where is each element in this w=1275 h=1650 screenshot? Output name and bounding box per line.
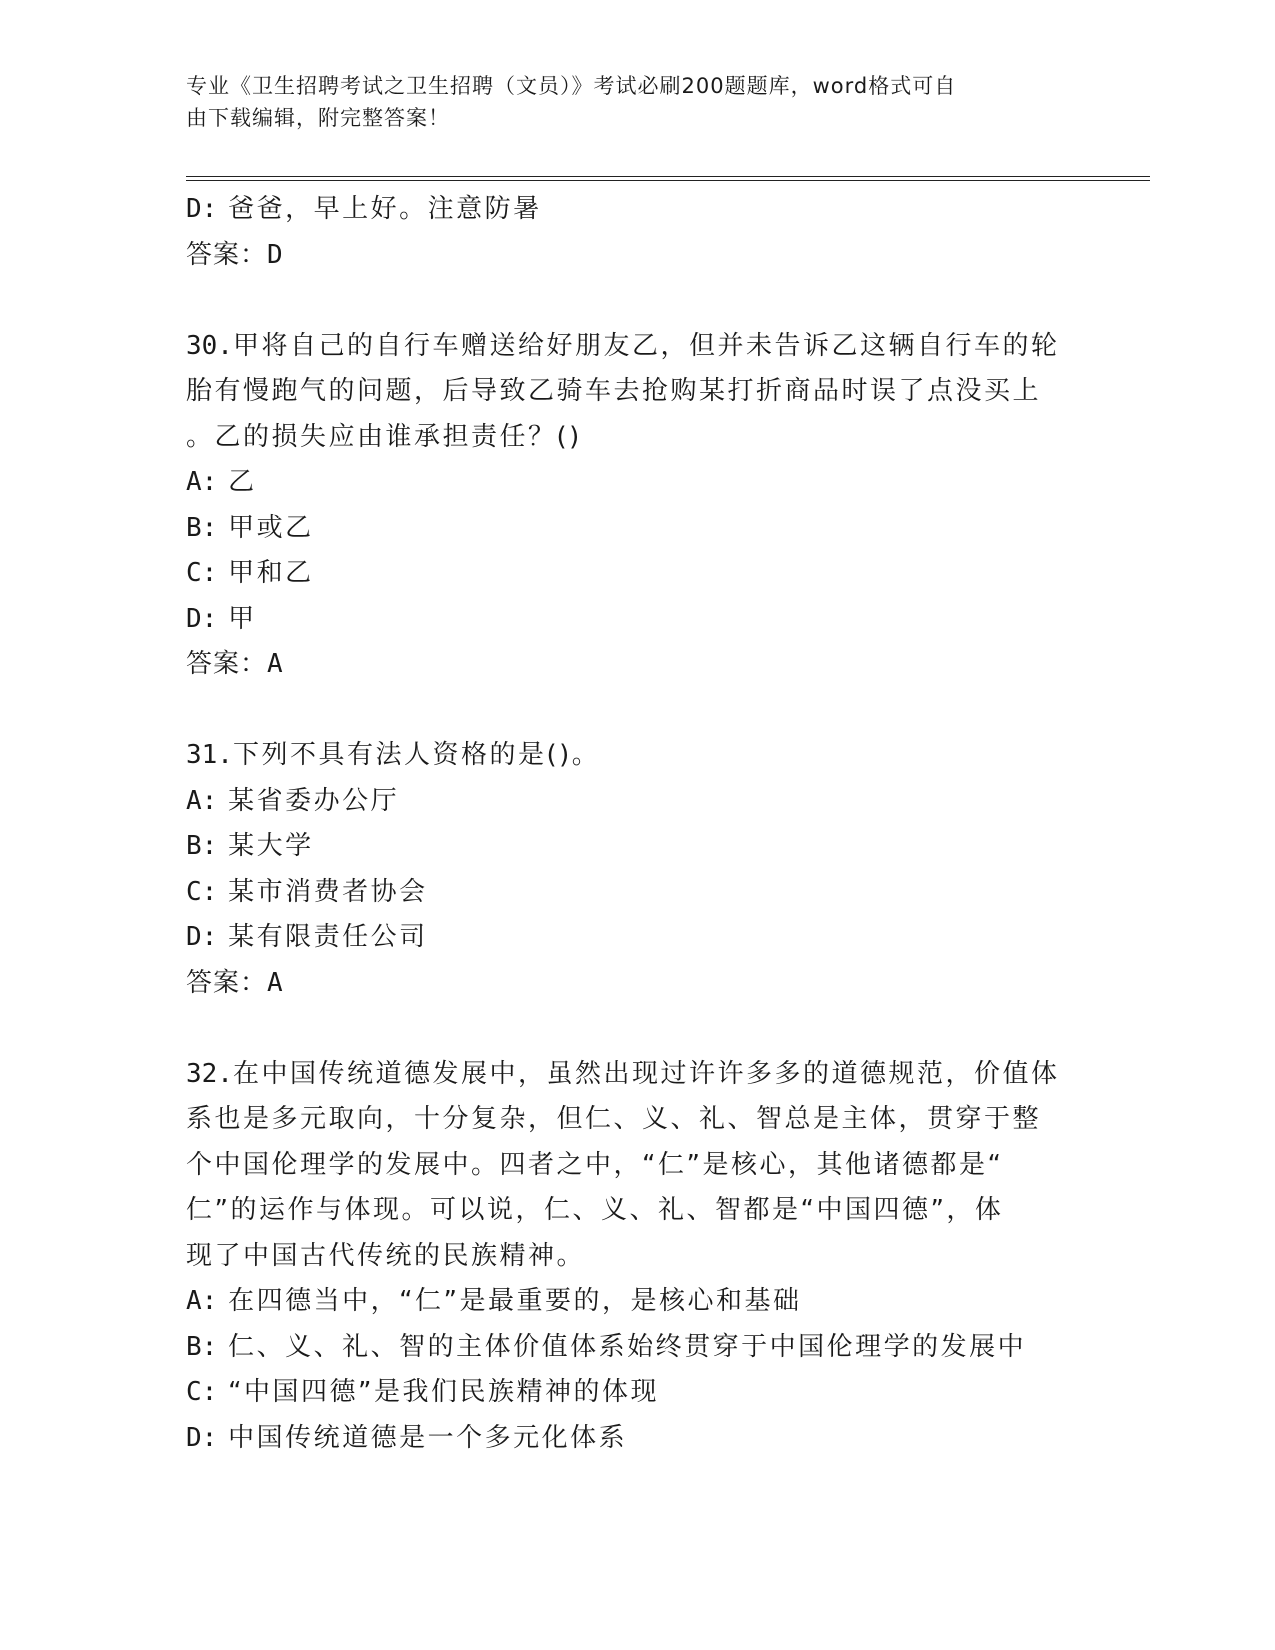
- option-b: B: 仁、义、礼、智的主体价值体系始终贯穿于中国伦理学的发展中: [186, 1331, 1027, 1362]
- option-d: D: 中国传统道德是一个多元化体系: [186, 1422, 628, 1453]
- question-number: 30.: [186, 330, 233, 361]
- question-stem: [186, 324, 1076, 461]
- header-line-1: 专业《卫生招聘考试之卫生招聘（文员）》考试必刷200题题库，word格式可自: [186, 74, 957, 98]
- option-label: D:: [186, 194, 218, 224]
- stem-line: 甲将自己的自行车赠送给好朋友乙，但并未告诉乙这辆自行车的轮: [232, 330, 1060, 361]
- option-c: C: 某市消费者协会: [186, 876, 428, 907]
- stem-line: 下列不具有法人资格的是()。: [232, 740, 601, 770]
- stem-line: 胎有慢跑气的问题，后导致乙骑车去抢购某打折商品时误了点没买上: [186, 376, 1042, 406]
- option-a: A: 某省委办公厅: [186, 785, 400, 816]
- option-d: D: 甲: [186, 603, 257, 634]
- option-d: D: 某有限责任公司: [186, 922, 428, 952]
- option-b: B: 某大学: [186, 831, 314, 861]
- stem-line: 仁”的运作与体现。可以说，仁、义、礼、智都是“中国四德”，体: [186, 1195, 1004, 1225]
- answer-label: 答案：: [186, 967, 268, 998]
- answer-value: A: [267, 967, 284, 998]
- answer-line: [186, 642, 1076, 688]
- question-stem: [186, 733, 1076, 779]
- answer-label: 答案：: [186, 649, 268, 679]
- option-d: [186, 187, 1076, 233]
- answer-value: D: [267, 239, 284, 270]
- answer-line: [186, 233, 1076, 279]
- header-rule-top: [186, 176, 1150, 177]
- option-c: C: 甲和乙: [186, 558, 314, 588]
- answer-line: [186, 961, 1076, 1007]
- document-header: [186, 70, 1066, 134]
- option-a: A: 乙: [186, 467, 257, 497]
- header-line-2: 由下载编辑，附完整答案！: [186, 106, 450, 130]
- stem-line: 个中国伦理学的发展中。四者之中，“仁”是核心，其他诸德都是“: [186, 1149, 1004, 1180]
- option-text: 爸爸，早上好。注意防暑: [228, 194, 542, 224]
- stem-line: 系也是多元取向，十分复杂，但仁、义、礼、智总是主体，贯穿于整: [186, 1104, 1042, 1134]
- question-31: [186, 733, 1076, 1006]
- option-a: A: 在四德当中，“仁”是最重要的，是核心和基础: [186, 1286, 802, 1316]
- option-c: C: “中国四德”是我们民族精神的体现: [186, 1377, 660, 1407]
- question-30: [186, 324, 1076, 688]
- document-body: [186, 187, 1076, 1461]
- option-b: B: 甲或乙: [186, 512, 314, 543]
- question-number: 31.: [186, 740, 233, 770]
- answer-label: 答案：: [186, 239, 268, 270]
- question-stem: [186, 1052, 1076, 1280]
- header-rule-bottom: [186, 180, 1150, 181]
- stem-line: 。乙的损失应由谁承担责任？(): [186, 421, 582, 452]
- question-32: [186, 1052, 1076, 1462]
- stem-line: 现了中国古代传统的民族精神。: [186, 1240, 586, 1271]
- stem-line: 在中国传统道德发展中，虽然出现过许许多多的道德规范，价值体: [232, 1058, 1060, 1089]
- question-number: 32.: [186, 1058, 233, 1089]
- answer-value: A: [267, 649, 284, 679]
